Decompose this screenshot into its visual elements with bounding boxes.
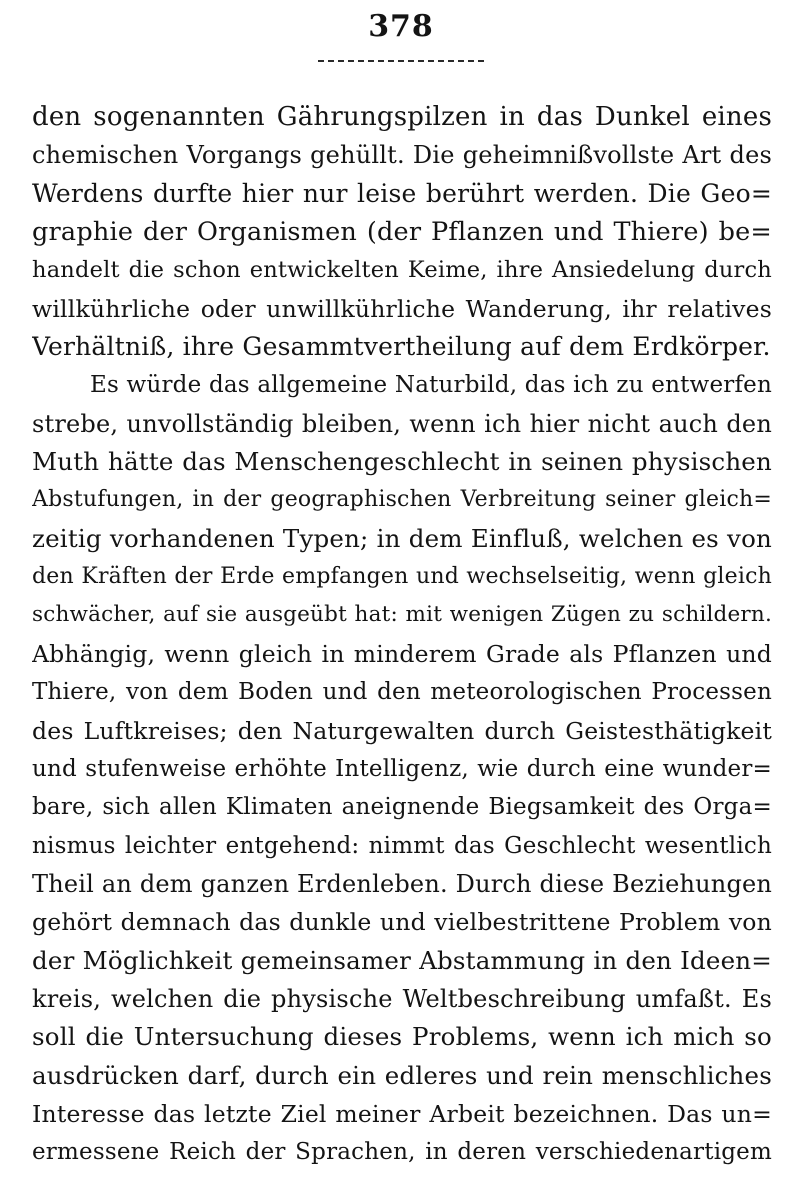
text-line: Muth hätte das Menschengeschlecht in seinen physischen xyxy=(32,447,772,477)
text-line: kreis, welchen die physische Weltbeschreibung umfaßt. Es xyxy=(32,984,772,1013)
text-line: und stufenweise erhöhte Intelligenz, wie durch eine wunder= xyxy=(32,755,772,782)
text-line: ermessene Reich der Sprachen, in deren verschiedenartigem xyxy=(32,1139,772,1166)
text-line: nismus leichter entgehend: nimmt das Geschlecht wesentlich xyxy=(32,832,772,859)
text-line: ausdrücken darf, durch ein edleres und rein menschliches xyxy=(32,1060,772,1090)
text-line: Theil an dem ganzen Erdenleben. Durch diese Beziehungen xyxy=(32,869,772,898)
text-line: handelt die schon entwickelten Keime, ihre Ansiedelung durch xyxy=(32,257,772,284)
text-line: Thiere, von dem Boden und den meteorologischen Processen xyxy=(32,679,772,706)
text-line: Abstufungen, in der geographischen Verbreitung seiner gleich= xyxy=(32,487,772,513)
text-line: graphie der Organismen (der Pflanzen und Thiere) be= xyxy=(32,217,772,248)
text-line: zeitig vorhandenen Typen; in dem Einfluß, welchen es von xyxy=(32,523,772,553)
text-line: Interesse das letzte Ziel meiner Arbeit bezeichnen. Das un= xyxy=(32,1099,772,1128)
text-line: willkührliche oder unwillkührliche Wanderung, ihr relatives xyxy=(32,294,772,323)
text-line: gehört demnach das dunkle und vielbestrittene Problem von xyxy=(32,908,772,937)
text-line: soll die Untersuchung dieses Problems, wenn ich mich so xyxy=(32,1022,772,1052)
page-number: 378 xyxy=(368,9,434,44)
header-rule xyxy=(318,60,484,62)
text-line: des Luftkreises; den Naturgewalten durch Geistesthätigkeit xyxy=(32,716,772,745)
text-line: den Kräften der Erde empfangen und wechselseitig, wenn gleich xyxy=(32,564,772,590)
text-line: schwächer, auf sie ausgeübt hat: mit wenigen Zügen zu schildern. xyxy=(32,602,772,628)
text-line: Es würde das allgemeine Naturbild, das ich zu entwerfen xyxy=(90,372,772,399)
text-line: Verhältniß, ihre Gesammtvertheilung auf dem Erdkörper. xyxy=(32,332,771,362)
text-line: strebe, unvollständig bleiben, wenn ich hier nicht auch den xyxy=(32,409,772,438)
text-line: der Möglichkeit gemeinsamer Abstammung in den Ideen= xyxy=(32,945,772,975)
text-line: Abhängig, wenn gleich in minderem Grade als Pflanzen und xyxy=(32,639,772,668)
text-line: bare, sich allen Klimaten aneignende Biegsamkeit des Orga= xyxy=(32,794,772,821)
body-text xyxy=(32,98,772,1172)
text-line: den sogenannten Gährungspilzen in das Dunkel eines xyxy=(32,102,772,132)
text-line: chemischen Vorgangs gehüllt. Die geheimnißvollste Art des xyxy=(32,141,772,170)
text-line: Werdens durfte hier nur leise berührt werden. Die Geo= xyxy=(32,178,772,208)
